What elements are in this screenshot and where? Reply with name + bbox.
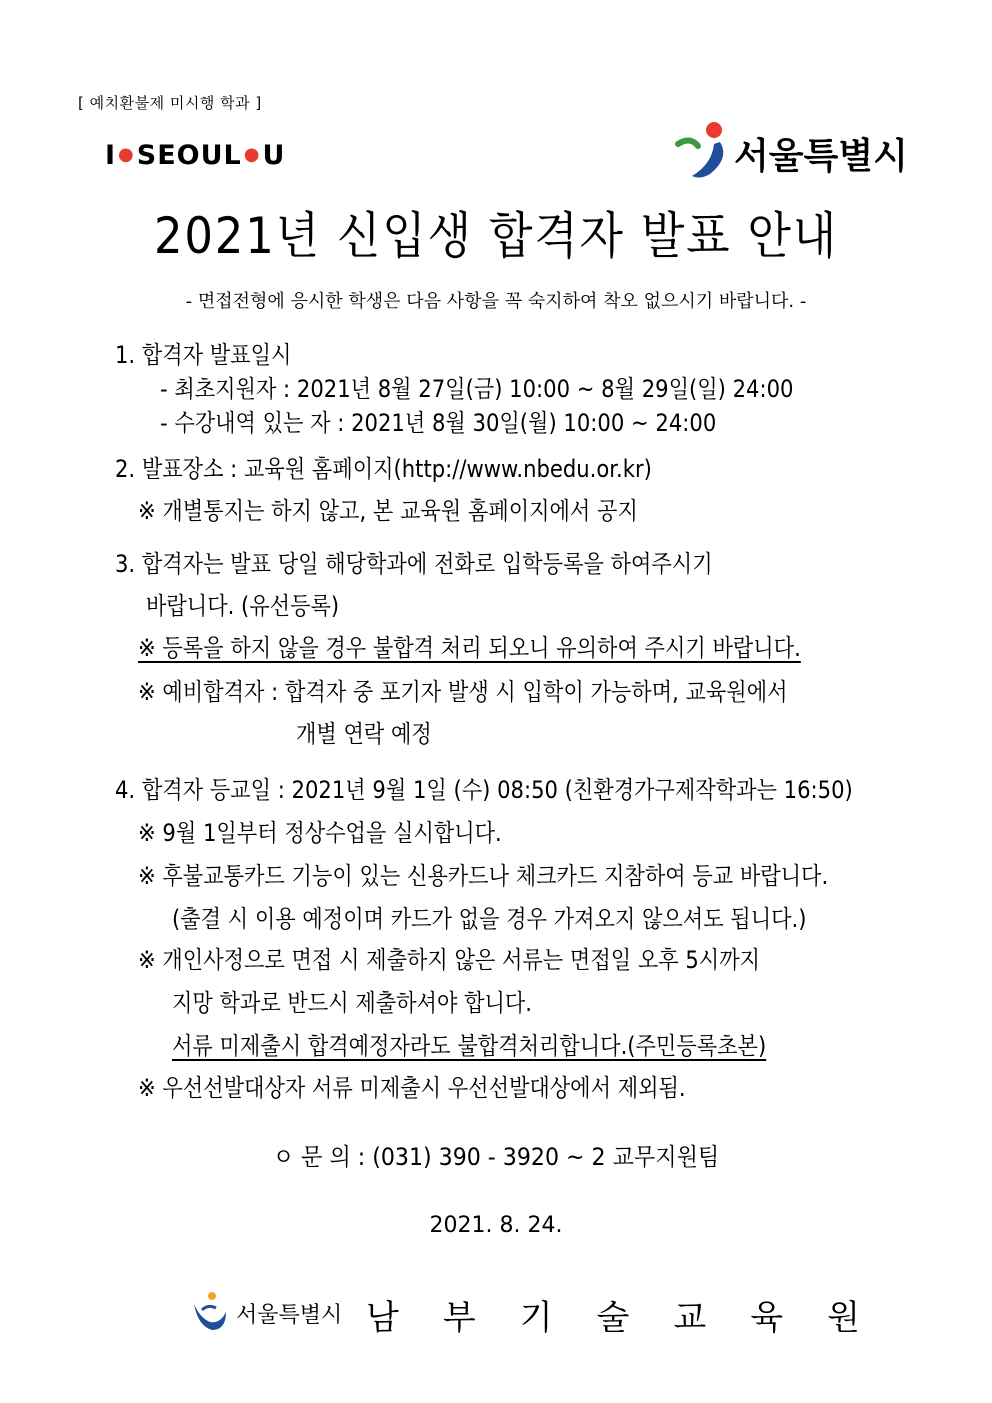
section-1-line-1: - 최초지원자 : 2021년 8월 27일(금) 10:00 ~ 8월 29일(일) 24:00 (160, 375, 794, 403)
section-4-note-3-continued-1: 지망 학과로 반드시 제출하셔야 합니다. (172, 989, 533, 1017)
document-date: 2021. 8. 24. (429, 1213, 563, 1238)
seoul-symbol-icon (190, 1290, 230, 1334)
section-1-line-2: - 수강내역 있는 자 : 2021년 8월 30일(월) 10:00 ~ 24:00 (160, 409, 717, 437)
section-2-heading: 2. 발표장소 : 교육원 홈페이지(http://www.nbedu.or.kr) (115, 455, 652, 483)
page-subtitle: - 면접전형에 응시한 학생은 다음 사항을 꼭 숙지하여 착오 없으시기 바랍니다. - (185, 291, 807, 312)
section-4-note-2-continued: (출결 시 이용 예정이며 카드가 없을 경우 가져오지 않으셔도 됩니다.) (172, 905, 807, 933)
section-3-heading: 3. 합격자는 발표 당일 해당학과에 전화로 입학등록을 하여주시기 (115, 550, 713, 578)
logo-part-u: U (262, 140, 286, 171)
section-2-note: ※ 개별통지는 하지 않고, 본 교육원 홈페이지에서 공지 (138, 497, 638, 525)
section-4-heading: 4. 합격자 등교일 : 2021년 9월 1일 (수) 08:50 (친환경가구제작학과는 16:50) (115, 776, 853, 804)
footer-institute-name: 남부기술교육원 (366, 1298, 904, 1338)
seoul-city-name: 서울특별시 (734, 136, 908, 177)
i-seoul-u-logo (105, 140, 285, 171)
footer-city-name: 서울특별시 (236, 1303, 343, 1328)
section-3-note-2: ※ 예비합격자 : 합격자 중 포기자 발생 시 입학이 가능하며, 교육원에서 (138, 678, 788, 706)
logo-dot: ● (118, 144, 135, 165)
logo-part-seoul: SEOUL (136, 140, 242, 171)
section-3-continued: 바랍니다. (유선등록) (146, 592, 340, 620)
contact-info: ㅇ 문 의 : (031) 390 - 3920 ~ 2 교무지원팀 (272, 1143, 720, 1171)
section-4-note-4: ※ 우선선발대상자 서류 미제출시 우선선발대상에서 제외됨. (138, 1074, 686, 1102)
logo-dot: ● (243, 144, 261, 165)
section-4-note-2: ※ 후불교통카드 기능이 있는 신용카드나 체크카드 지참하여 등교 바랍니다. (138, 862, 829, 890)
section-4-note-1: ※ 9월 1일부터 정상수업을 실시합니다. (138, 819, 502, 847)
seoul-symbol-icon (672, 118, 732, 180)
page-title: 2021년 신입생 합격자 발표 안내 (153, 207, 839, 265)
document-tag: [ 예치환불제 미시행 학과 ] (78, 94, 262, 112)
section-4-note-3-continued-2: 서류 미제출시 합격예정자라도 불합격처리합니다.(주민등록초본) (172, 1032, 767, 1060)
section-4-note-3: ※ 개인사정으로 면접 시 제출하지 않은 서류는 면접일 오후 5시까지 (138, 946, 761, 974)
logo-part-i: I (105, 140, 117, 171)
section-3-note-2-continued: 개별 연락 예정 (296, 720, 432, 748)
section-1-heading: 1. 합격자 발표일시 (115, 341, 292, 369)
section-3-note-1: ※ 등록을 하지 않을 경우 불합격 처리 되오니 유의하여 주시기 바랍니다. (138, 634, 801, 662)
